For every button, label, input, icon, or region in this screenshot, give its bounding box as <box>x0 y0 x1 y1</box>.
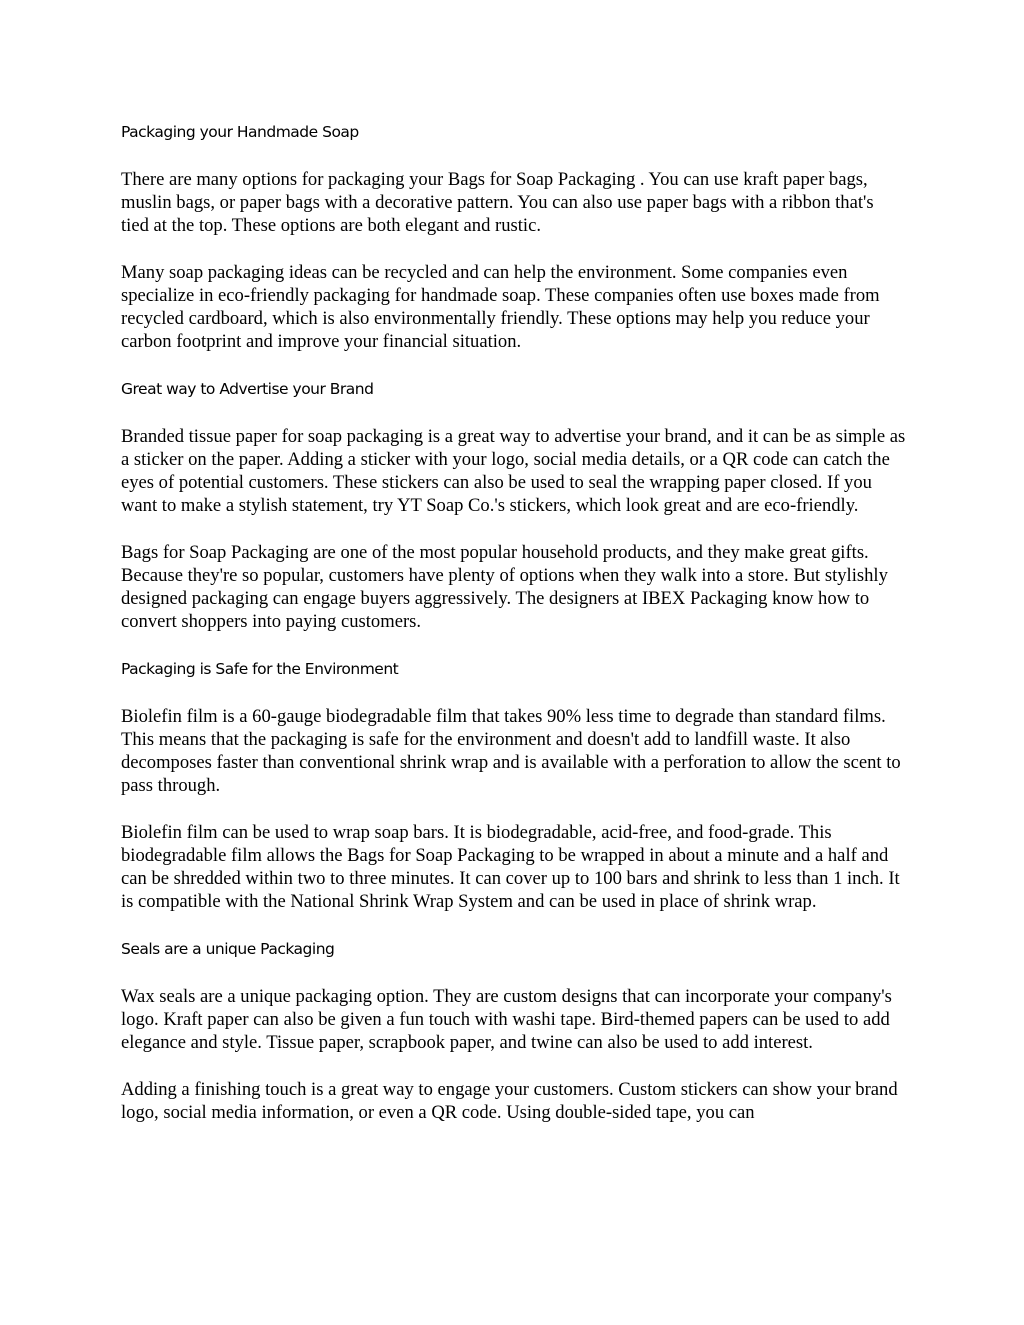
section-seals <box>121 937 906 1124</box>
section-heading: Seals are a unique Packaging <box>121 939 335 958</box>
section-heading: Great way to Advertise your Brand <box>121 379 374 398</box>
paragraph: Branded tissue paper for soap packaging is a great way to advertise your brand, and it can be as simple as a sticker on the paper. Adding a sticker with your logo, social media details, or a QR code can catch the eyes of potential customers. These stickers can also be used to seal the wrapping paper closed. If you want to make a stylish statement, try YT Soap Co.'s stickers, which look great and are eco-friendly. <box>121 425 906 517</box>
section-safe-environment <box>121 657 906 914</box>
paragraph: Biolefin film can be used to wrap soap bars. It is biodegradable, acid-free, and food-grade. This biodegradable film allows the Bags for Soap Packaging to be wrapped in about a minute and a half and can be shredded within two to three minutes. It can cover up to 100 bars and shrink to less than 1 inch. It is compatible with the National Shrink Wrap System and can be used in place of shrink wrap. <box>121 821 900 913</box>
document-body <box>121 120 906 1147</box>
section-heading: Packaging is Safe for the Environment <box>121 659 399 678</box>
paragraph: Biolefin film is a 60-gauge biodegradable film that takes 90% less time to degrade than standard films. This means that the packaging is safe for the environment and doesn't add to landfill waste. It also decomposes faster than conventional shrink wrap and is available with a perforation to allow the scent to pass through. <box>121 705 901 797</box>
paragraph: Many soap packaging ideas can be recycled and can help the environment. Some companies even specialize in eco-friendly packaging for handmade soap. These companies often use boxes made from recycled cardboard, which is also environmentally friendly. These options may help you reduce your carbon footprint and improve your financial situation. <box>121 261 880 353</box>
section-heading: Packaging your Handmade Soap <box>121 123 359 141</box>
paragraph: Bags for Soap Packaging are one of the most popular household products, and they make great gifts. Because they're so popular, customers have plenty of options when they walk into a store. But stylishly designed packaging can engage buyers aggressively. The designers at IBEX Packaging know how to convert shoppers into paying customers. <box>121 541 888 633</box>
section-advertise-brand <box>121 377 906 634</box>
paragraph: Wax seals are a unique packaging option. They are custom designs that can incorporate your company's logo. Kraft paper can also be given a fun touch with washi tape. Bird-themed papers can be used to add elegance and style. Tissue paper, scrapbook paper, and twine can also be used to add interest. <box>121 985 892 1054</box>
paragraph: Adding a finishing touch is a great way to engage your customers. Custom stickers can show your brand logo, social media information, or even a QR code. Using double-sided tape, you can <box>121 1078 898 1123</box>
paragraph: There are many options for packaging your Bags for Soap Packaging . You can use kraft paper bags, muslin bags, or paper bags with a decorative pattern. You can also use paper bags with a ribbon that's tied at the top. These options are both elegant and rustic. <box>121 169 874 237</box>
section-handmade-soap <box>121 120 906 354</box>
